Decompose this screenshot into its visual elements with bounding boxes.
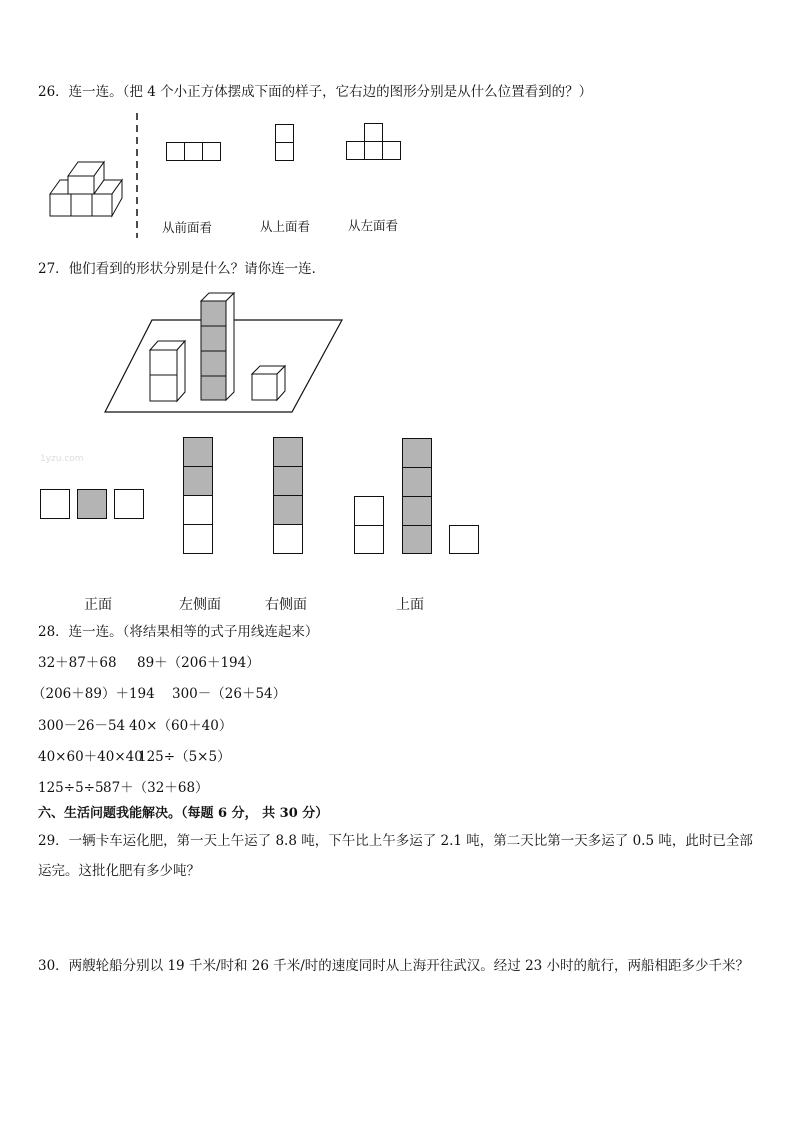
q28-right-expr: 89＋（206＋194） (137, 655, 260, 671)
q30-text: 30．两艘轮船分别以 19 千米/时和 26 千米/时的速度同时从上海开往武汉。经过 23 小时的航行，两船相距多少千米？ (38, 958, 750, 974)
q28-left-expr: 300－26－54 (38, 718, 126, 734)
q28-left-expr: 40×60＋40×40 (38, 749, 143, 765)
q28-left-expr: 32＋87＋68 (38, 655, 117, 671)
q26-cube-stack-figure (46, 160, 126, 220)
q27-option-a (40, 489, 145, 520)
q28-right-expr: 125÷（5×5） (138, 749, 231, 765)
q29-line1: 29．一辆卡车运化肥，第一天上午运了 8.8 吨，下午比上午多运了 2.1 吨，第二天比第一天多运了 0.5 吨，此时已全部 (38, 833, 753, 849)
q28-right-expr: 300－（26＋54） (172, 686, 287, 702)
label-front: 正面 (84, 597, 112, 613)
q28-right-expr: 40×（60＋40） (129, 718, 233, 734)
q26-view-top (275, 124, 295, 161)
q27-option-d (354, 438, 480, 555)
label-top: 上面 (396, 597, 424, 613)
q29-line2: 运完。这批化肥有多少吨？ (38, 863, 200, 879)
q26-view-left (346, 123, 402, 161)
caption-left: 从左面看 (348, 218, 399, 233)
q26-text: 26．连一连。（把 4 个小正方体摆成下面的样子，它右边的图形分别是从什么位置看到的？） (38, 84, 593, 100)
q26-view-front (166, 142, 221, 161)
q28-text: 28．连一连。（将结果相等的式子用线连起来） (38, 624, 319, 640)
caption-top: 从上面看 (260, 219, 311, 234)
q28-left-expr: 125÷5÷5 (38, 780, 104, 796)
section-6-title: 六、生活问题我能解决。（每题 6 分， 共 30 分） (38, 806, 329, 821)
q28-right-expr: 87＋（32＋68） (103, 780, 209, 796)
q28-left-expr: （206＋89）＋194 (32, 686, 155, 702)
caption-front: 从前面看 (162, 220, 213, 235)
label-left-side: 左侧面 (179, 597, 221, 613)
label-right-side: 右侧面 (265, 597, 307, 613)
q27-option-c (273, 437, 304, 554)
q27-scene-figure (100, 290, 350, 415)
dashed-divider (134, 113, 140, 238)
q27-option-b (183, 437, 214, 554)
q27-text: 27．他们看到的形状分别是什么？请你连一连． (38, 261, 326, 277)
watermark: 1yzu.com (40, 454, 84, 464)
